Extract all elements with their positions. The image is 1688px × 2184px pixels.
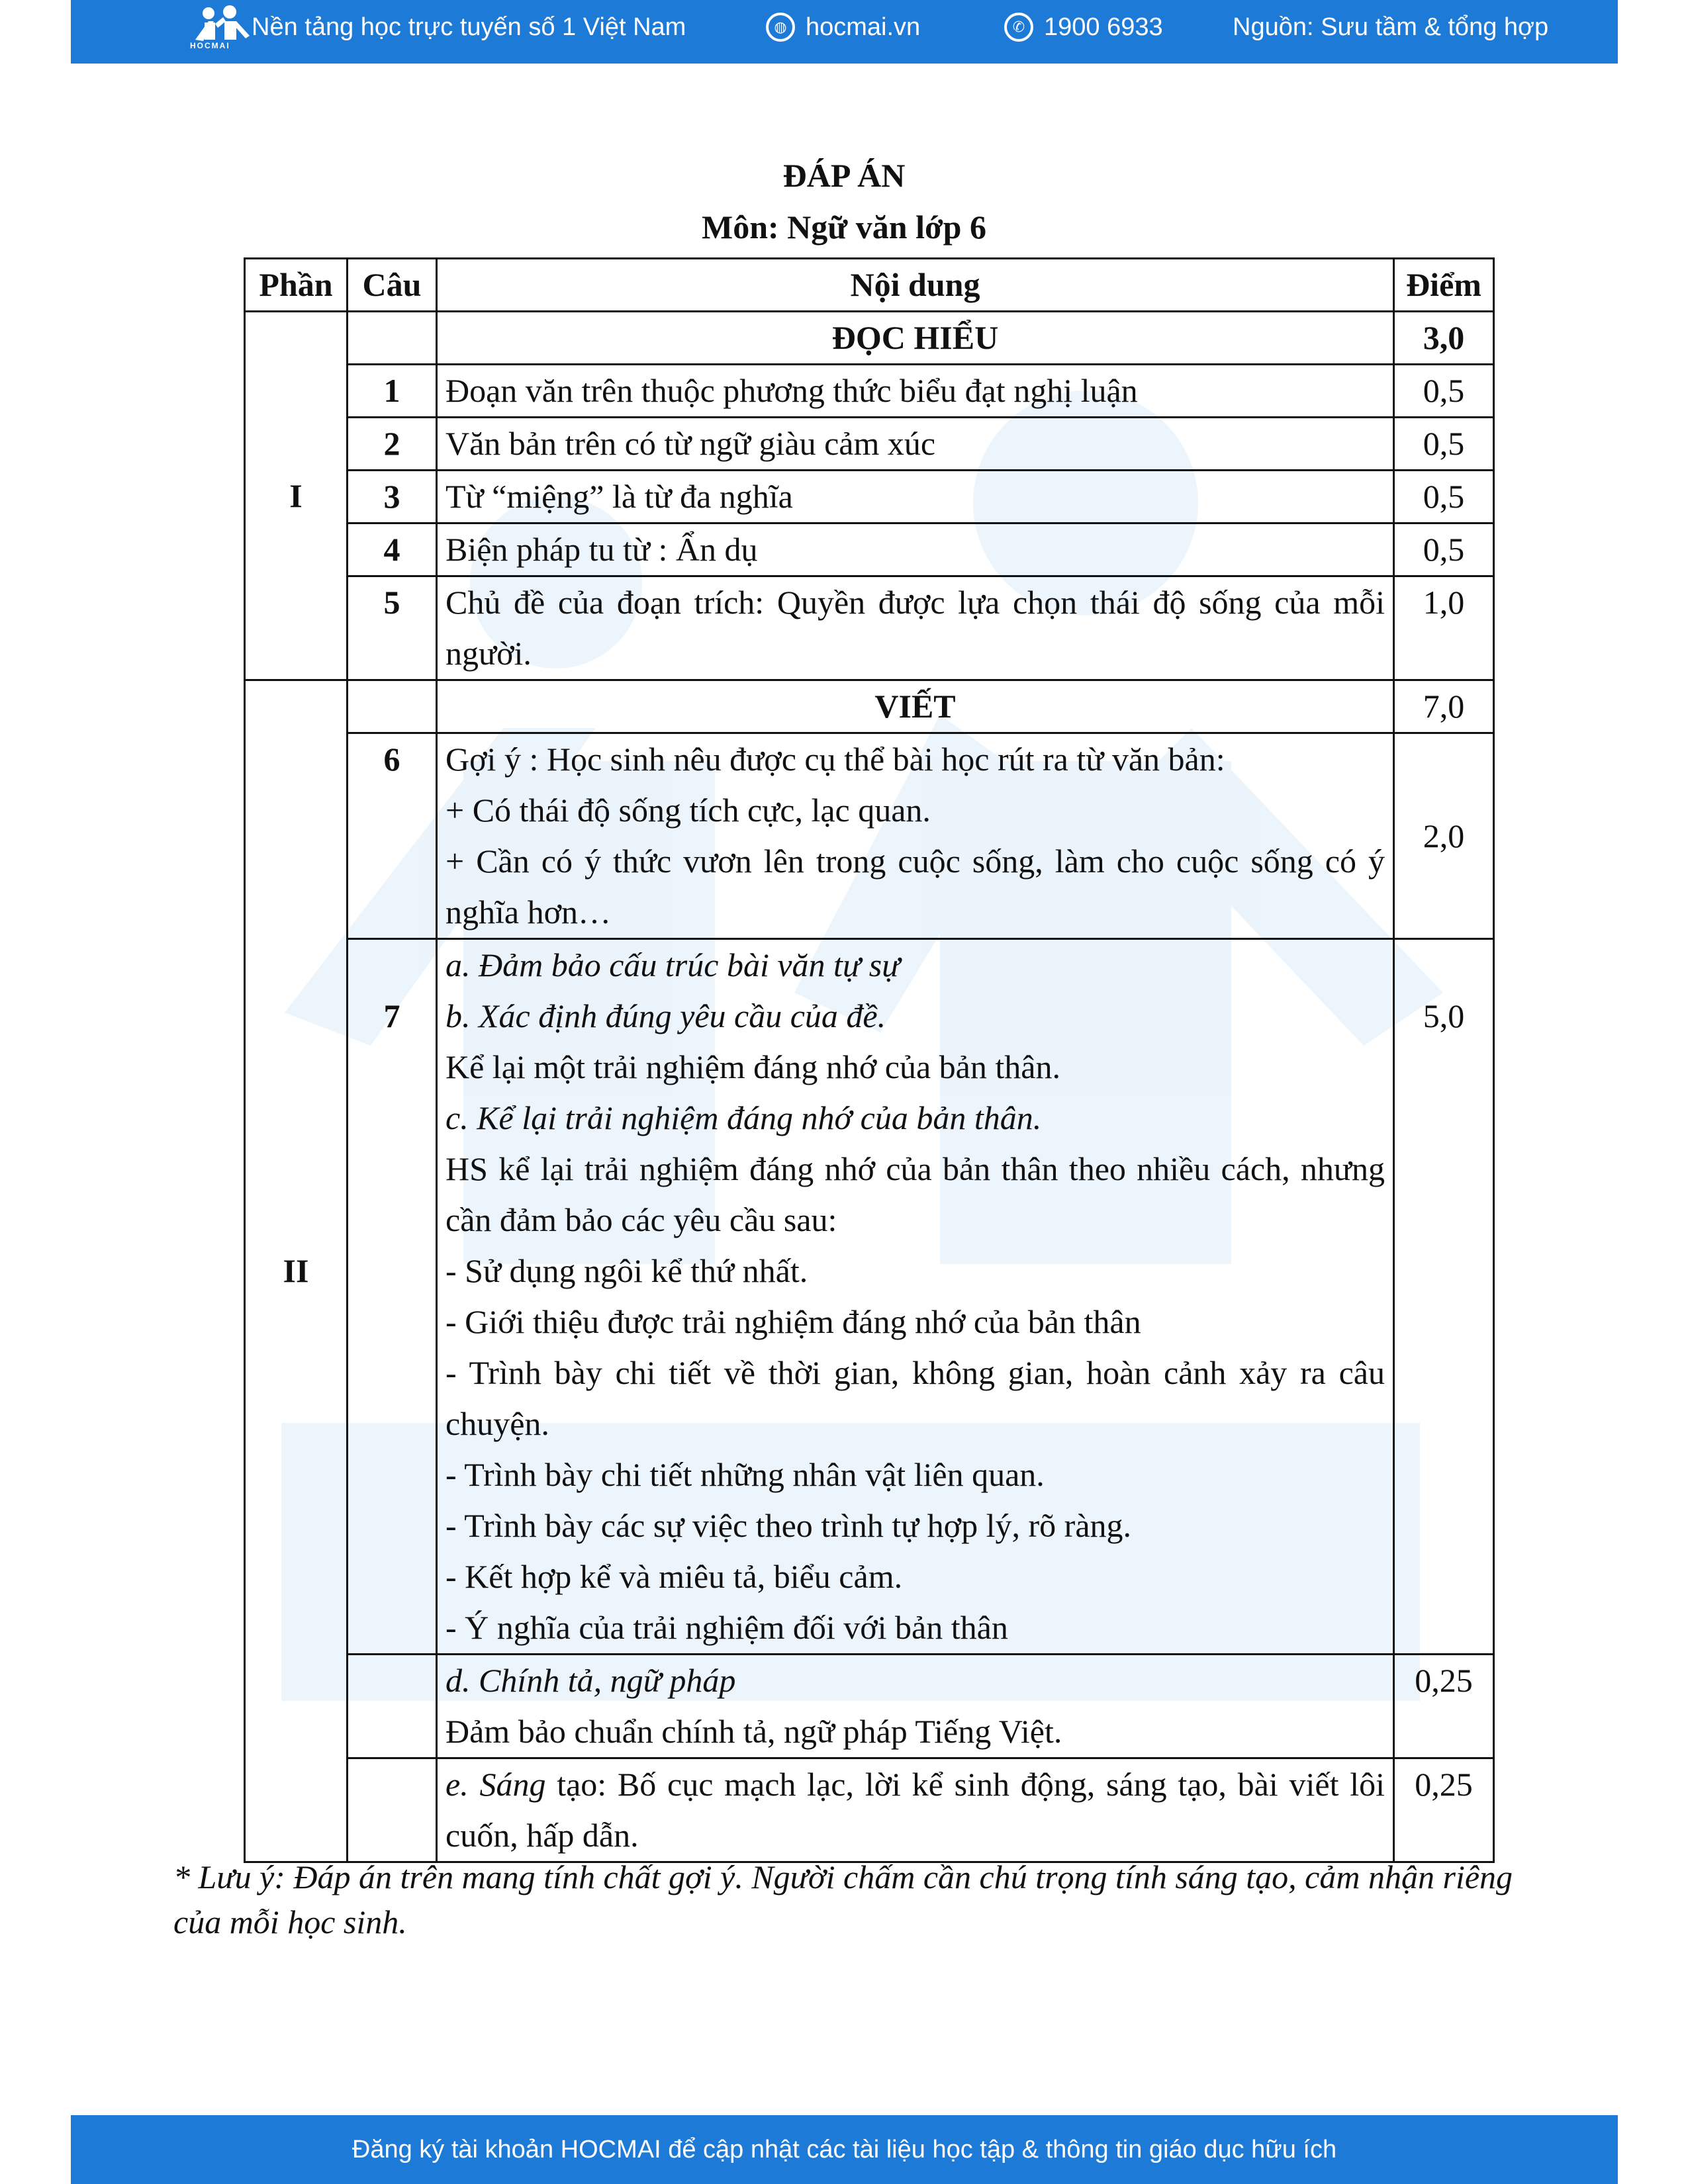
doc-title: ĐÁP ÁN: [782, 157, 906, 194]
globe-icon: ◍: [766, 13, 795, 42]
bullet-line: - Trình bày các sự việc theo trình tự hợp lý, rõ ràng.: [445, 1507, 1132, 1544]
question-number: 3: [348, 471, 437, 523]
table-row: [245, 1655, 1494, 1758]
table-row: [245, 418, 1494, 471]
criterion-e: e. Sáng: [445, 1766, 546, 1803]
criterion-b: b. Xác định đúng yêu cầu của đề.: [445, 997, 886, 1034]
part-label: I: [245, 312, 348, 680]
answer-points: 0,25: [1394, 1655, 1494, 1758]
table-header-row: [245, 259, 1494, 312]
header-points: Điểm: [1394, 259, 1494, 312]
bullet-line: - Sử dụng ngôi kể thứ nhất.: [445, 1252, 808, 1289]
bottom-banner[interactable]: [71, 2115, 1618, 2184]
section-title: ĐỌC HIỂU: [437, 312, 1394, 365]
answer-content: Từ “miệng” là từ đa nghĩa: [437, 471, 1394, 523]
answer-points: 1,0: [1394, 576, 1494, 680]
bullet-line: - Giới thiệu được trải nghiệm đáng nhớ của bản thân: [445, 1303, 1141, 1340]
content-line: Đảm bảo chuẩn chính tả, ngữ pháp Tiếng Việt.: [445, 1713, 1062, 1750]
table-row: [245, 471, 1494, 523]
content-line: Kể lại một trải nghiệm đáng nhớ của bản thân.: [445, 1048, 1060, 1085]
answer-content: [437, 1655, 1394, 1758]
top-banner: [71, 0, 1618, 64]
source-text: Nguồn: Sưu tầm & tổng hợp: [1233, 13, 1549, 41]
table-row: [245, 576, 1494, 680]
answer-points: 0,5: [1394, 365, 1494, 418]
logo-text: HOCMAI: [190, 41, 230, 50]
table-row: [245, 939, 1494, 1655]
phone-link[interactable]: ✆ 1900 6933: [1004, 0, 1163, 54]
bullet-line: - Trình bày chi tiết về thời gian, không gian, hoàn cảnh xảy ra câu chuyện.: [445, 1354, 1385, 1442]
content-line: tạo: Bố cục mạch lạc, lời kể sinh động, sáng tạo, bài viết lôi cuốn, hấp dẫn.: [445, 1766, 1385, 1854]
section-points: 7,0: [1394, 680, 1494, 733]
answer-content: Văn bản trên có từ ngữ giàu cảm xúc: [437, 418, 1394, 471]
header-content: Nội dung: [437, 259, 1394, 312]
part-label: II: [245, 680, 348, 1862]
criterion-a: a. Đảm bảo cấu trúc bài văn tự sự: [445, 946, 900, 983]
answer-content: [437, 733, 1394, 939]
section-points: 3,0: [1394, 312, 1494, 365]
bullet-line: - Kết hợp kể và miêu tả, biểu cảm.: [445, 1558, 903, 1595]
answer-content: Biện pháp tu từ : Ẩn dụ: [437, 523, 1394, 576]
answer-points: 0,25: [1394, 1758, 1494, 1862]
question-number: 5: [348, 576, 437, 680]
answer-points: 0,5: [1394, 523, 1494, 576]
table-row: [245, 365, 1494, 418]
header-question: Câu: [348, 259, 437, 312]
answer-points: 2,0: [1394, 733, 1494, 939]
answer-content: Đoạn văn trên thuộc phương thức biểu đạt nghị luận: [437, 365, 1394, 418]
grading-note: * Lưu ý: Đáp án trên mang tính chất gợi ý. Người chấm cần chú trọng tính sáng tạo, cảm nhận riêng của mỗi học sinh.: [173, 1858, 1513, 1940]
bullet-line: - Ý nghĩa của trải nghiệm đối với bản thân: [445, 1609, 1008, 1646]
slogan: Nền tảng học trực tuyến số 1 Việt Nam: [252, 13, 686, 41]
answer-points: 5,0: [1394, 939, 1494, 1655]
table-row: [245, 680, 1494, 733]
question-number: 2: [348, 418, 437, 471]
doc-subject: Môn: Ngữ văn lớp 6: [702, 208, 986, 246]
criterion-c: c. Kể lại trải nghiệm đáng nhớ của bản thân.: [445, 1099, 1042, 1136]
content-line: Gợi ý : Học sinh nêu được cụ thể bài học rút ra từ văn bản:: [445, 741, 1225, 778]
answer-content: [437, 939, 1394, 1655]
section-title: VIẾT: [437, 680, 1394, 733]
phone-icon: ✆: [1004, 13, 1033, 42]
table-row: [245, 1758, 1494, 1862]
question-number: 7: [348, 939, 437, 1655]
table-row: [245, 523, 1494, 576]
header-part: Phần: [245, 259, 348, 312]
content-line: + Cần có ý thức vươn lên trong cuộc sống, làm cho cuộc sống có ý nghĩa hơn…: [445, 842, 1385, 931]
question-number: 4: [348, 523, 437, 576]
content-line: + Có thái độ sống tích cực, lạc quan.: [445, 792, 931, 829]
question-number: 1: [348, 365, 437, 418]
table-row: [245, 312, 1494, 365]
criterion-d: d. Chính tả, ngữ pháp: [445, 1662, 736, 1699]
answer-content: [437, 1758, 1394, 1862]
website-link[interactable]: ◍ hocmai.vn: [766, 0, 920, 54]
answer-content: Chủ đề của đoạn trích: Quyền được lựa chọn thái độ sống của mỗi người.: [437, 576, 1394, 680]
bullet-line: - Trình bày chi tiết những nhân vật liên quan.: [445, 1456, 1045, 1493]
footer-text: Đăng ký tài khoản HOCMAI để cập nhật các tài liệu học tập & thông tin giáo dục hữu ích: [352, 2135, 1337, 2163]
answer-points: 0,5: [1394, 418, 1494, 471]
answer-table: [244, 257, 1495, 1863]
table-row: [245, 733, 1494, 939]
question-number: 6: [348, 733, 437, 939]
answer-points: 0,5: [1394, 471, 1494, 523]
content-line: HS kể lại trải nghiệm đáng nhớ của bản thân theo nhiều cách, nhưng cần đảm bảo các yêu cầu sau:: [445, 1150, 1385, 1238]
